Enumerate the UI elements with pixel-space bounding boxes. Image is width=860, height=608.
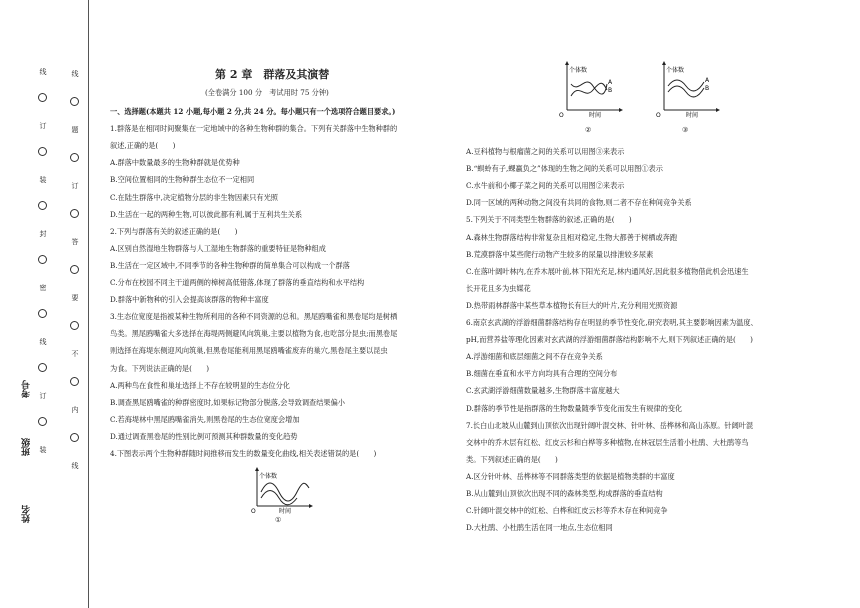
right-text-line: D.同一区域的两种动物之间没有共同的食物,则二者不存在种间竞争关系 (466, 198, 692, 208)
right-text-line: A.浮游细菌和底层细菌之间不存在竞争关系 (466, 352, 603, 362)
class-label: 班级 (22, 438, 32, 456)
right-text-line: 长开花且多为虫媒花 (466, 283, 531, 293)
left-text-line: A.群落中数量最多的生物种群就是优势种 (110, 158, 240, 168)
binder-mark: 线 (39, 68, 47, 75)
left-text-line: 一、选择题(本题共 12 小题,每小题 2 分,共 24 分。每小题只有一个选项符合题目要求。) (110, 107, 396, 116)
binder-hole (70, 209, 79, 218)
series-a-label: A (705, 77, 710, 84)
right-text-line: B.荒漠群落中某些爬行动物产生较多的尿量以排泄较多尿素 (466, 249, 654, 259)
population-curve-figure-3 (652, 60, 722, 118)
x-axis-label: 时间 (279, 508, 292, 514)
binder-mark: 线 (71, 462, 79, 469)
left-text-line: 2.下列与群落有关的叙述正确的是( ) (110, 226, 238, 236)
right-text-line: D.群落的季节性是指群落的生物数量随季节变化而发生有规律的变化 (466, 403, 683, 413)
binder-mark: 装 (39, 176, 47, 183)
right-text-line: A.森林生物群落结构非常复杂且相对稳定,生物大都善于树栖或奔跑 (466, 232, 678, 242)
series-a-label: A (608, 79, 613, 86)
exam-number-label: 考号 (22, 380, 32, 398)
x-axis-label: 时间 (589, 112, 602, 118)
left-text-line: A.两种鸟在食性和巢址选择上不存在较明显的生态位分化 (110, 380, 290, 390)
binder-mark: 线 (39, 338, 47, 345)
binder-column-left (38, 68, 47, 453)
binder-mark: 封 (39, 230, 47, 237)
right-text-line: 6.南京玄武湖的浮游细菌群落结构存在明显的季节性变化,研究表明,其主要影响因素为温度、 (466, 318, 758, 327)
binder-hole (38, 417, 47, 426)
right-text-line: 交林中的乔木层有红松、红皮云杉和白桦等多种植物,在林冠层生活着小杜鹃、大杜鹃等鸟 (466, 437, 749, 447)
binder-hole (70, 377, 79, 386)
left-text-line: C.分布在校园不同主干道两侧的樟树高低错落,体现了群落的垂直结构和水平结构 (110, 278, 365, 287)
figure-3-label: ③ (682, 126, 689, 134)
binder-hole (38, 363, 47, 372)
right-text-line: B.细菌在垂直和水平方向均具有合理的空间分布 (466, 369, 618, 379)
series-b-label: B (608, 87, 613, 94)
binder-hole (70, 265, 79, 274)
series-b-label: B (705, 85, 710, 92)
binding-margin (0, 0, 90, 608)
figure-2-label: ② (585, 126, 592, 134)
population-curve-figure-1 (245, 466, 315, 514)
binder-hole (70, 153, 79, 162)
left-text-line: B.调查黑尾鸥嘴雀的种群密度时,如果标记物部分脱落,会导致调查结果偏小 (110, 397, 345, 407)
right-text-line: B.从山麓到山顶依次出现不同的森林类型,构成群落的垂直结构 (466, 489, 663, 498)
right-text-line: C.针阔叶混交林中的红松、白桦和红皮云杉等乔木存在种间竞争 (466, 506, 668, 516)
figure-3 (652, 60, 722, 134)
chapter-title: 第 2 章 群落及其演替 (215, 68, 330, 81)
left-text-line: 为食。下列说法正确的是( ) (110, 363, 210, 373)
exam-subtitle: (全卷满分 100 分 考试用时 75 分钟) (205, 88, 329, 97)
right-text-line: B.“螟蛉有子,蜾蠃负之”体现的生物之间的关系可以用图①表示 (466, 164, 663, 174)
binder-column-right (70, 70, 79, 469)
left-text-line: 1.群落是在相同时间聚集在一定地域中的各种生物种群的集合。下列有关群落中生物种群的 (110, 124, 398, 134)
right-text-line: 类。下列叙述正确的是( ) (466, 454, 558, 464)
right-text-line: C.玄武湖浮游细菌数量越多,生物群落丰富度越大 (466, 386, 620, 396)
left-text-line: 4.下图表示两个生物种群随时间推移而发生的数量变化曲线,相关表述错误的是( ) (110, 449, 377, 458)
left-text-line: D.群落中新物种的引入会提高该群落的物种丰富度 (110, 295, 269, 305)
right-text-line: 5.下列关于不同类型生物群落的叙述,正确的是( ) (466, 215, 632, 225)
x-axis-label: 时间 (686, 112, 699, 118)
binder-hole (38, 201, 47, 210)
origin-label: O (559, 112, 564, 118)
left-text-line: D.通过调查黑卷尾的性别比例可预测其种群数量的变化趋势 (110, 431, 298, 441)
binder-mark: 要 (71, 294, 79, 301)
binder-mark: 装 (39, 446, 47, 453)
y-axis-label: 个体数 (569, 67, 588, 74)
binder-hole (38, 309, 47, 318)
left-text-line: 叙述,正确的是( ) (110, 141, 176, 151)
y-axis-label: 个体数 (666, 67, 685, 74)
left-text-line: 鸟类。黑尾鸥嘴雀大多选择在海堤两侧避风向筑巢,主要以植物为食,也吃部分昆虫;而黑卷尾 (110, 329, 398, 339)
figure-1 (245, 466, 315, 524)
left-text-line: 则选择在海堤东侧迎风向筑巢,但黑卷尾能利用黑尾鸥嘴雀废弃的巢穴,黑卷尾主要以昆虫 (110, 346, 388, 356)
binder-mark: 答 (71, 238, 79, 245)
binder-hole (38, 93, 47, 102)
binding-line (88, 0, 89, 608)
name-label: 姓名 (22, 505, 32, 523)
figure-2 (555, 60, 625, 134)
binder-mark: 线 (71, 70, 79, 77)
figure-1-label: ① (275, 516, 282, 524)
binder-mark: 订 (39, 392, 47, 399)
binder-hole (70, 433, 79, 442)
right-text-line: D.热带雨林群落中某些草本植物长有巨大的叶片,充分利用光照资源 (466, 300, 678, 310)
y-axis-label: 个体数 (259, 473, 278, 480)
origin-label: O (251, 508, 256, 514)
left-text-line: C.在陆生群落中,决定植物分层的非生物因素只有光照 (110, 192, 278, 202)
left-text-line: 3.生态位宽度是指被某种生物所利用的各种不同资源的总和。黑尾鸥嘴雀和黑卷尾均是树栖 (110, 312, 398, 322)
right-text-line: A.豆科植物与根瘤菌之间的关系可以用图③来表示 (466, 147, 625, 156)
left-text-line: B.生活在一定区域中,不同季节的各种生物种群的简单集合可以构成一个群落 (110, 260, 350, 270)
right-text-line: C.在落叶阔叶林内,在乔木展叶前,林下阳光充足,林内通风好,因此很多植物借此机会迅速生 (466, 266, 749, 276)
population-curve-figure-2 (555, 60, 625, 118)
binder-mark: 订 (39, 122, 47, 129)
binder-mark: 密 (39, 284, 47, 291)
binder-hole (38, 255, 47, 264)
left-text-line: A.区别自然湿地生物群落与人工湿地生物群落的重要特征是物种组成 (110, 243, 326, 253)
binder-hole (70, 321, 79, 330)
binder-mark: 不 (71, 350, 79, 357)
right-text-line: C.水牛前和小椰子菜之间的关系可以用图②来表示 (466, 181, 625, 191)
left-text-line: D.生活在一起的两种生物,可以彼此都有利,属于互利共生关系 (110, 209, 303, 219)
right-text-line: 7.长白山北坡从山麓到山顶依次出现针阔叶混交林、针叶林、岳桦林和高山冻原。针阔叶混 (466, 420, 754, 430)
left-text-line: B.空间位置相同的生物种群生态位不一定相同 (110, 175, 255, 185)
binder-mark: 题 (71, 126, 79, 133)
right-text-line: A.区分针叶林、岳桦林等不同群落类型的依据是植物类群的丰富度 (466, 471, 675, 481)
left-text-line: C.若海堤林中黑尾鸥嘴雀消失,则黑卷尾的生态位宽度会增加 (110, 414, 300, 424)
binder-hole (70, 97, 79, 106)
origin-label: O (656, 112, 661, 118)
right-text-line: pH,而营养盐等理化因素对玄武湖的浮游细菌群落结构影响不大,则下列叙述正确的是( ) (466, 335, 753, 345)
binder-mark: 内 (71, 406, 79, 413)
binder-mark: 订 (71, 182, 79, 189)
binder-hole (38, 147, 47, 156)
right-text-line: D.大杜鹃、小杜鹃生活在同一地点,生态位相同 (466, 523, 613, 533)
